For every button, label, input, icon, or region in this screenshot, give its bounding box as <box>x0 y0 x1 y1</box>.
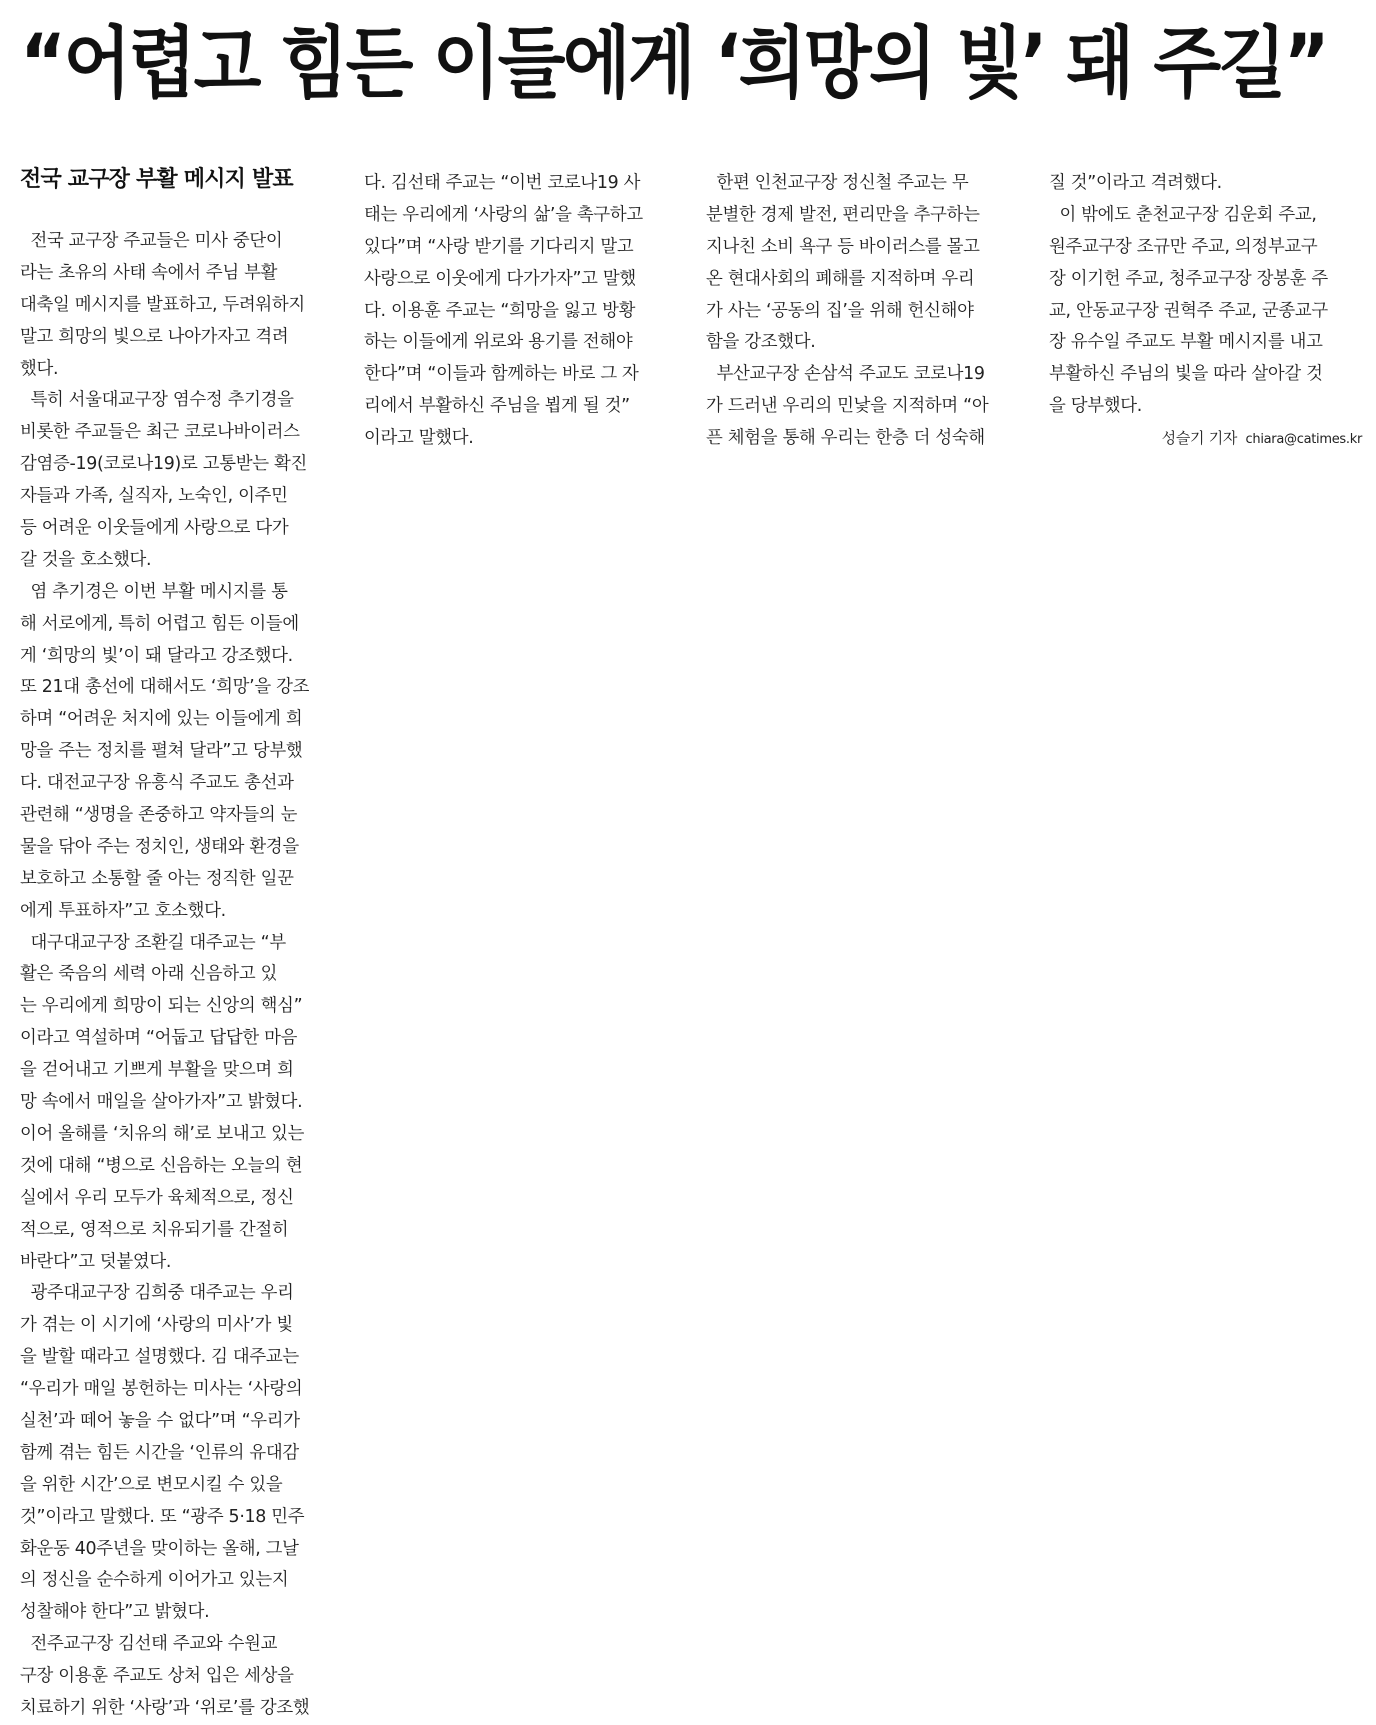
article-line: 성찰해야 한다”고 밝혔다. <box>20 1602 210 1623</box>
article-line: 말고 희망의 빛으로 나아가자고 격려 <box>20 326 289 347</box>
article-line: 또 21대 총선에 대해서도 ‘희망’을 강조 <box>20 677 310 698</box>
article-line: 가 사는 ‘공동의 집’을 위해 헌신해야 <box>706 300 974 321</box>
article-line: 다. 대전교구장 유흥식 주교도 총선과 <box>20 773 294 794</box>
article-line: 이라고 역설하며 “어둡고 답답한 마음 <box>20 1028 298 1049</box>
article-line: 자들과 가족, 실직자, 노숙인, 이주민 <box>20 486 288 507</box>
article-line: 갈 것을 호소했다. <box>20 549 152 570</box>
byline-email: chiara@catimes.kr <box>1245 432 1362 448</box>
article-line: 망을 주는 정치를 펼쳐 달라”고 당부했 <box>20 741 303 762</box>
article-line: 장 유수일 주교도 부활 메시지를 내고 <box>1049 332 1323 353</box>
article-line: 있다”며 “사랑 받기를 기다리지 말고 <box>364 236 634 257</box>
article-line: 라는 초유의 사태 속에서 주님 부활 <box>20 262 278 283</box>
article-line: 리에서 부활하신 주님을 뵙게 될 것” <box>364 396 630 417</box>
article-line: 구장 이용훈 주교도 상처 입은 세상을 <box>20 1666 294 1687</box>
article-line: 온 현대사회의 폐해를 지적하며 우리 <box>706 268 975 289</box>
column-3 <box>706 168 1019 455</box>
article-line: 것”이라고 말했다. 또 “광주 5·18 민주 <box>20 1506 305 1527</box>
column-3-body <box>706 168 1019 455</box>
article-line: 다. 김선태 주교는 “이번 코로나19 사 <box>364 173 641 193</box>
article-line: 교, 안동교구장 권혁주 주교, 군종교구 <box>1049 300 1328 321</box>
headline: “어렵고 힘든 이들에게 ‘희망의 빛’ 돼 주길” <box>20 19 1328 109</box>
article-line: 비롯한 주교들은 최근 코로나바이러스 <box>20 422 300 443</box>
article-line: 물을 닦아 주는 정치인, 생태와 환경을 <box>20 836 299 857</box>
article-line: 대축일 메시지를 발표하고, 두려워하지 <box>20 294 305 315</box>
article-line: 픈 체험을 통해 우리는 한층 더 성숙해 <box>706 428 985 449</box>
column-4-body <box>1049 168 1362 423</box>
article-line: 해 서로에게, 특히 어렵고 힘든 이들에 <box>20 613 299 634</box>
article-line: 관련해 “생명을 존중하고 약자들의 눈 <box>20 805 298 826</box>
article-line: 실천’과 떼어 놓을 수 없다”며 “우리가 <box>20 1410 300 1431</box>
column-2-body <box>364 168 677 455</box>
article-line: 보호하고 소통할 줄 아는 정직한 일꾼 <box>20 868 294 889</box>
column-1 <box>20 164 333 1725</box>
article-line: 장 이기헌 주교, 청주교구장 장봉훈 주 <box>1049 268 1328 289</box>
article-line: 가 겪는 이 시기에 ‘사랑의 미사’가 빛 <box>20 1315 293 1336</box>
article-line: 감염증-19(코로나19)로 고통받는 확진 <box>20 454 307 475</box>
article-line: 것에 대해 “병으로 신음하는 오늘의 현 <box>20 1155 303 1176</box>
article-line: 에게 투표하자”고 호소했다. <box>20 900 226 921</box>
article-line: 지나친 소비 욕구 등 바이러스를 몰고 <box>706 236 980 257</box>
article-line: 을 발할 때라고 설명했다. 김 대주교는 <box>20 1347 299 1368</box>
article-line: 특히 서울대교구장 염수정 추기경을 <box>20 390 294 411</box>
article-line: 부활하신 주님의 빛을 따라 살아갈 것 <box>1049 364 1323 385</box>
article-line: “우리가 매일 봉헌하는 미사는 ‘사랑의 <box>20 1379 303 1400</box>
column-4 <box>1049 168 1362 453</box>
article-line: 치료하기 위한 ‘사랑’과 ‘위로’를 강조했 <box>20 1697 310 1718</box>
article-line: 부산교구장 손삼석 주교도 코로나19 <box>706 364 985 385</box>
article-line: 사랑으로 이웃에게 다가가자”고 말했 <box>364 268 636 289</box>
article-line: 가 드러낸 우리의 민낯을 지적하며 “아 <box>706 396 989 417</box>
article-line: 함을 강조했다. <box>706 332 816 353</box>
article-line: 이라고 말했다. <box>364 428 474 449</box>
article-line: 대구대교구장 조환길 대주교는 “부 <box>20 932 286 953</box>
article-line: 태는 우리에게 ‘사랑의 삶’을 촉구하고 <box>364 204 643 225</box>
article-line: 전국 교구장 주교들은 미사 중단이 <box>20 231 283 251</box>
byline-reporter: 성슬기 기자 <box>1161 429 1238 448</box>
article-line: 이어 올해를 ‘치유의 해’로 보내고 있는 <box>20 1123 305 1144</box>
article-line: 화운동 40주년을 맞이하는 올해, 그날 <box>20 1538 299 1559</box>
article-line: 활은 죽음의 세력 아래 신음하고 있 <box>20 964 278 985</box>
article-line: 분별한 경제 발전, 편리만을 추구하는 <box>706 204 980 225</box>
article-line: 원주교구장 조규만 주교, 의정부교구 <box>1049 236 1318 257</box>
article-line: 한다”며 “이들과 함께하는 바로 그 자 <box>364 364 639 385</box>
article-line: 게 ‘희망의 빛’이 돼 달라고 강조했다. <box>20 645 293 666</box>
article-line: 바란다”고 덧붙였다. <box>20 1251 172 1272</box>
article-line: 등 어려운 이웃들에게 사랑으로 다가 <box>20 518 289 539</box>
article-line: 하는 이들에게 위로와 용기를 전해야 <box>364 332 633 353</box>
article-line: 한편 인천교구장 정신철 주교는 무 <box>706 173 969 193</box>
article-line: 광주대교구장 김희중 대주교는 우리 <box>20 1283 294 1304</box>
column-1-body <box>20 226 333 1725</box>
article-line: 이 밖에도 춘천교구장 김운회 주교, <box>1049 204 1317 225</box>
article-line: 을 당부했다. <box>1049 396 1142 417</box>
article-line: 실에서 우리 모두가 육체적으로, 정신 <box>20 1187 294 1208</box>
article-line: 을 위한 시간’으로 변모시킬 수 있을 <box>20 1474 283 1495</box>
subheadline: 전국 교구장 부활 메시지 발표 <box>20 167 293 192</box>
article-line: 전주교구장 김선태 주교와 수원교 <box>20 1634 278 1655</box>
article-line: 을 걷어내고 기쁘게 부활을 맞으며 희 <box>20 1060 294 1081</box>
article-line: 질 것”이라고 격려했다. <box>1049 173 1222 193</box>
article-line: 함께 겪는 힘든 시간을 ‘인류의 유대감 <box>20 1442 299 1463</box>
byline <box>1049 425 1362 453</box>
article-line: 적으로, 영적으로 치유되기를 간절히 <box>20 1219 289 1240</box>
article-line: 다. 이용훈 주교는 “희망을 잃고 방황 <box>364 300 636 321</box>
article-line: 는 우리에게 희망이 되는 신앙의 핵심” <box>20 996 303 1017</box>
article-line: 망 속에서 매일을 살아가자”고 밝혔다. <box>20 1092 303 1113</box>
article-line: 하며 “어려운 처지에 있는 이들에게 희 <box>20 709 303 730</box>
column-2 <box>364 168 677 455</box>
article-line: 의 정신을 순수하게 이어가고 있는지 <box>20 1570 289 1591</box>
article-line: 했다. <box>20 358 59 379</box>
article-line: 염 추기경은 이번 부활 메시지를 통 <box>20 581 288 602</box>
